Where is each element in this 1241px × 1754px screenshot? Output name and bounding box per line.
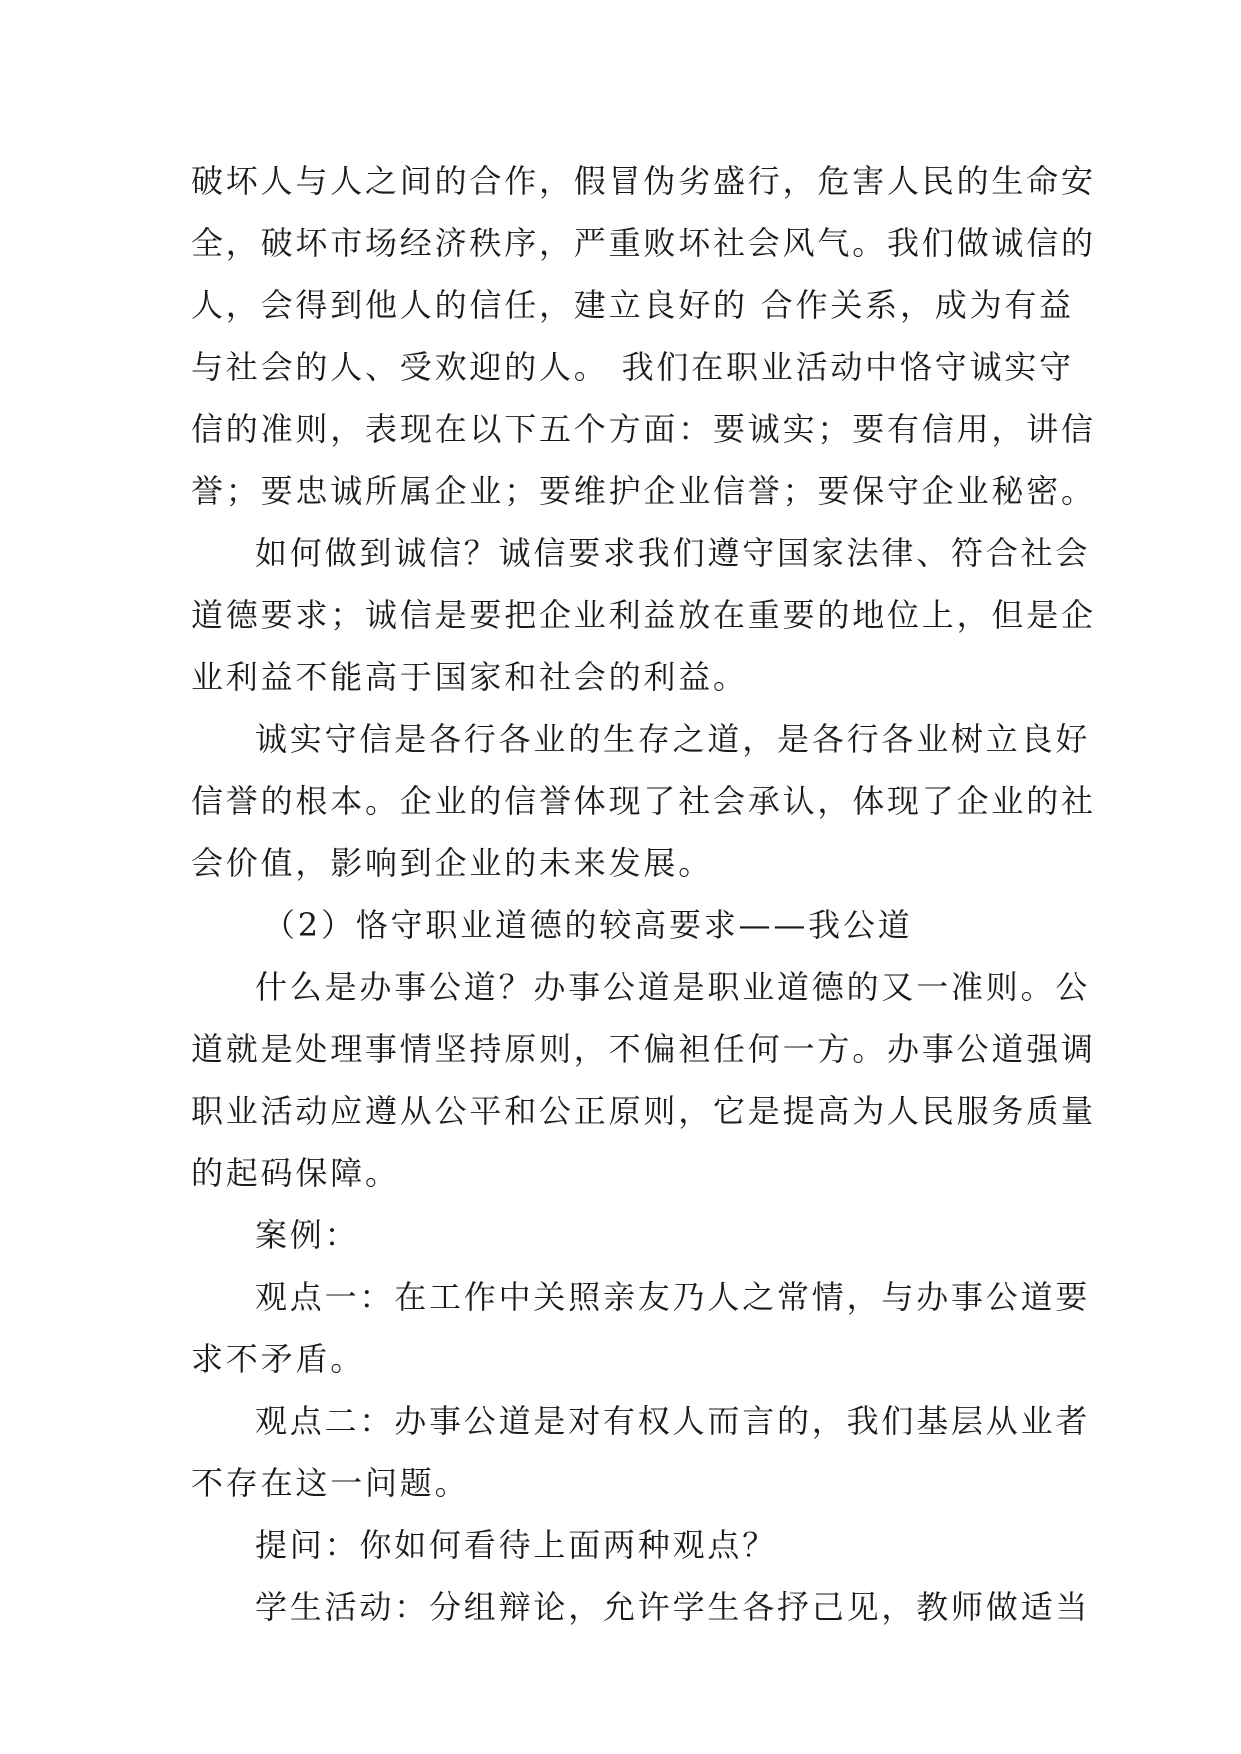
text-line: 的起码保障。 <box>191 1154 400 1192</box>
section-heading: （2）恪守职业道德的较高要求——我公道 <box>263 906 913 944</box>
text-line: 职业活动应遵从公平和公正原则，它是提高为人民服务质量 <box>191 1092 1096 1130</box>
text-line: 誉；要忠诚所属企业；要维护企业信誉；要保守企业秘密。 <box>191 472 1096 510</box>
question-line: 提问：你如何看待上面两种观点？ <box>255 1526 778 1564</box>
paragraph-start-line: 诚实守信是各行各业的生存之道，是各行各业树立良好 <box>255 720 1091 758</box>
text-line: 人，会得到他人的信任，建立良好的 合作关系，成为有益 <box>191 286 1074 324</box>
text-line: 全，破坏市场经济秩序，严重败坏社会风气。我们做诚信的 <box>191 224 1096 262</box>
text-line: 道就是处理事情坚持原则，不偏袒任何一方。办事公道强调 <box>191 1030 1096 1068</box>
text-line: 会价值，影响到企业的未来发展。 <box>191 844 714 882</box>
paragraph-start-line: 观点二：办事公道是对有权人而言的，我们基层从业者 <box>255 1402 1091 1440</box>
text-line: 道德要求；诚信是要把企业利益放在重要的地位上，但是企 <box>191 596 1096 634</box>
text-line: 不存在这一问题。 <box>191 1464 470 1502</box>
paragraph-start-line: 什么是办事公道？办事公道是职业道德的又一准则。公 <box>255 968 1091 1006</box>
text-line: 求不矛盾。 <box>191 1340 366 1378</box>
text-line: 信的准则，表现在以下五个方面：要诚实；要有信用，讲信 <box>191 410 1096 448</box>
paragraph-start-line: 如何做到诚信？诚信要求我们遵守国家法律、符合社会 <box>255 534 1091 572</box>
text-line: 业利益不能高于国家和社会的利益。 <box>191 658 748 696</box>
activity-line: 学生活动：分组辩论，允许学生各抒己见，教师做适当 <box>255 1588 1091 1626</box>
text-line: 信誉的根本。企业的信誉体现了社会承认，体现了企业的社 <box>191 782 1096 820</box>
case-label: 案例： <box>255 1216 360 1254</box>
document-body <box>191 150 1096 1638</box>
text-line: 与社会的人、受欢迎的人。 我们在职业活动中恪守诚实守 <box>191 348 1074 386</box>
text-line: 破坏人与人之间的合作，假冒伪劣盛行，危害人民的生命安 <box>191 162 1096 200</box>
paragraph-start-line: 观点一：在工作中关照亲友乃人之常情，与办事公道要 <box>255 1278 1091 1316</box>
